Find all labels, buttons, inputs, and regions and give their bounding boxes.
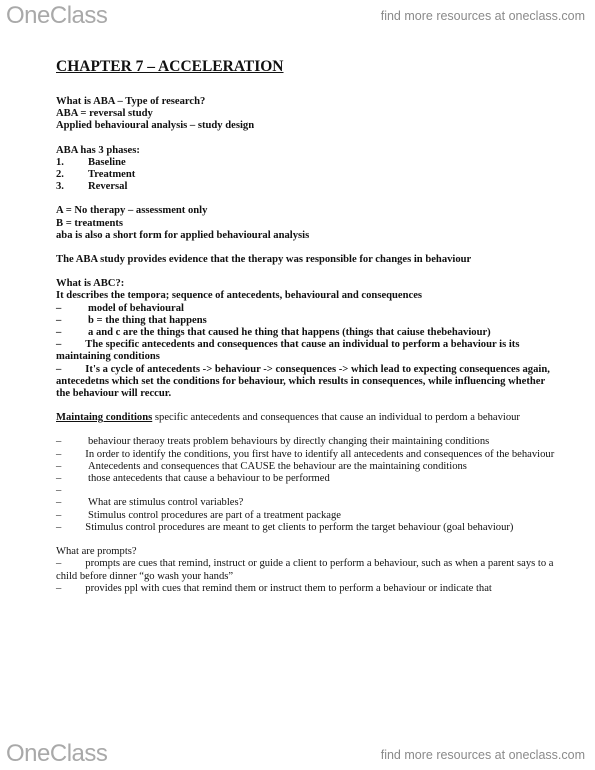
mc-list-item <box>56 461 556 473</box>
list-item-text: In order to identify the conditions, you first have to identify all antecedents and consequences of the behaviour <box>85 448 555 460</box>
dash-bullet: – <box>56 448 62 460</box>
dash-bullet: – <box>56 521 62 533</box>
mc-list-item <box>56 485 556 497</box>
abc-list-item <box>56 303 556 315</box>
document-body <box>56 58 556 595</box>
abc-list-item-wrapped <box>56 339 556 363</box>
phase-label: Treatment <box>88 169 136 181</box>
list-item-text: Stimulus control procedures are part of a treatment package <box>88 509 341 521</box>
dash-bullet: – <box>56 582 62 594</box>
phase-label: Baseline <box>88 156 126 168</box>
oneclass-logo-footer[interactable] <box>6 740 107 768</box>
dash-bullet: – <box>56 460 62 472</box>
maintaining-conditions-paragraph <box>56 412 556 424</box>
header-resources-link[interactable]: find more resources at oneclass.com <box>380 9 585 23</box>
aba-design: Applied behavioural analysis – study design <box>56 120 255 132</box>
a-definition: A = No therapy – assessment only <box>56 205 208 217</box>
logo-text-one: One <box>6 740 50 767</box>
phase-label: Reversal <box>88 181 128 193</box>
list-item-text: a and c are the things that caused he thing that happens (things that caiuse thebehaviour) <box>88 327 491 339</box>
dash-bullet: – <box>56 558 62 570</box>
list-item-text: Antecedents and consequences that CAUSE the behaviour are the maintaining conditions <box>88 460 467 472</box>
list-item-text: prompts are cues that remind, instruct or guide a client to perform a behaviour, such as when a parent says to a child before dinner “go wash your hands” <box>56 558 554 582</box>
footer-resources-link[interactable]: find more resources at oneclass.com <box>380 748 585 762</box>
maintaining-conditions-term: Maintaing conditions <box>56 412 153 424</box>
dash-bullet: – <box>56 302 62 314</box>
b-definition: B = treatments <box>56 217 124 229</box>
logo-text-class: Class <box>49 740 108 767</box>
prompt-list-item-wrapped <box>56 558 556 582</box>
aba-evidence: The ABA study provides evidence that the therapy was responsible for changes in behaviour <box>56 254 472 266</box>
list-item-text: The specific antecedents and consequences that cause an individual to perform a behaviour is its maintaining conditions <box>56 339 520 363</box>
mc-list-item-wrapped <box>56 449 556 461</box>
mc-list-item <box>56 510 556 522</box>
dash-bullet: – <box>56 509 62 521</box>
dash-bullet: – <box>56 327 62 339</box>
list-item-text: behaviour theraoy treats problem behaviours by directly changing their maintaining conditions <box>88 436 490 448</box>
abc-list-item <box>56 315 556 327</box>
list-item-text: What are stimulus control variables? <box>88 497 244 509</box>
dash-bullet: – <box>56 473 62 485</box>
list-item-text: Stimulus control procedures are meant to get clients to perform the target behaviour (goal behaviour) <box>85 521 514 533</box>
abc-list-item-wrapped <box>56 364 556 401</box>
list-item-text: provides ppl with cues that remind them or instruct them to perform a behaviour or indicate that <box>85 582 492 594</box>
phases-title: ABA has 3 phases: <box>56 144 140 156</box>
aba-question: What is ABA – Type of research? <box>56 96 206 107</box>
mc-list-item <box>56 436 556 448</box>
phase-number: 2. <box>56 169 64 181</box>
prompts-question: What are prompts? <box>56 546 137 558</box>
logo-text-class: Class <box>49 2 108 29</box>
dash-bullet: – <box>56 339 62 351</box>
dash-bullet: – <box>56 497 62 509</box>
phase-item <box>56 169 556 181</box>
mc-list-item-wrapped <box>56 522 556 534</box>
aba-short-form: aba is also a short form for applied behavioural analysis <box>56 229 310 241</box>
list-item-text <box>88 485 556 497</box>
oneclass-logo[interactable] <box>6 2 107 30</box>
mc-list-item <box>56 497 556 509</box>
list-item-text: model of behavioural <box>88 302 184 314</box>
dash-bullet: – <box>56 436 62 448</box>
prompt-list-item-wrapped <box>56 583 556 595</box>
list-item-text: It's a cycle of antecedents -> behaviour -> consequences -> which lead to expecting consequences again, antecedetns which set the conditions for behaviour, which results in consequences, while influencing whether the behaviour will reccur. <box>56 363 550 400</box>
phase-item <box>56 157 556 169</box>
dash-bullet: – <box>56 314 62 326</box>
abc-description: It describes the tempora; sequence of antecedents, behavioural and consequences <box>56 290 423 302</box>
maintaining-conditions-definition: specific antecedents and consequences that cause an individual to perdom a behaviour <box>152 412 520 424</box>
list-item-text: b = the thing that happens <box>88 314 207 326</box>
dash-bullet: – <box>56 485 62 497</box>
abc-question: What is ABC?: <box>56 278 125 290</box>
mc-list-item <box>56 473 556 485</box>
phase-number: 3. <box>56 181 64 193</box>
phase-item <box>56 181 556 193</box>
abc-list-item <box>56 327 556 339</box>
phase-number: 1. <box>56 156 64 168</box>
logo-text-one: One <box>6 2 50 29</box>
aba-equals: ABA = reversal study <box>56 108 153 120</box>
list-item-text: those antecedents that cause a behaviour to be performed <box>88 473 330 485</box>
chapter-title: CHAPTER 7 – ACCELERATION <box>56 58 284 75</box>
dash-bullet: – <box>56 363 62 375</box>
